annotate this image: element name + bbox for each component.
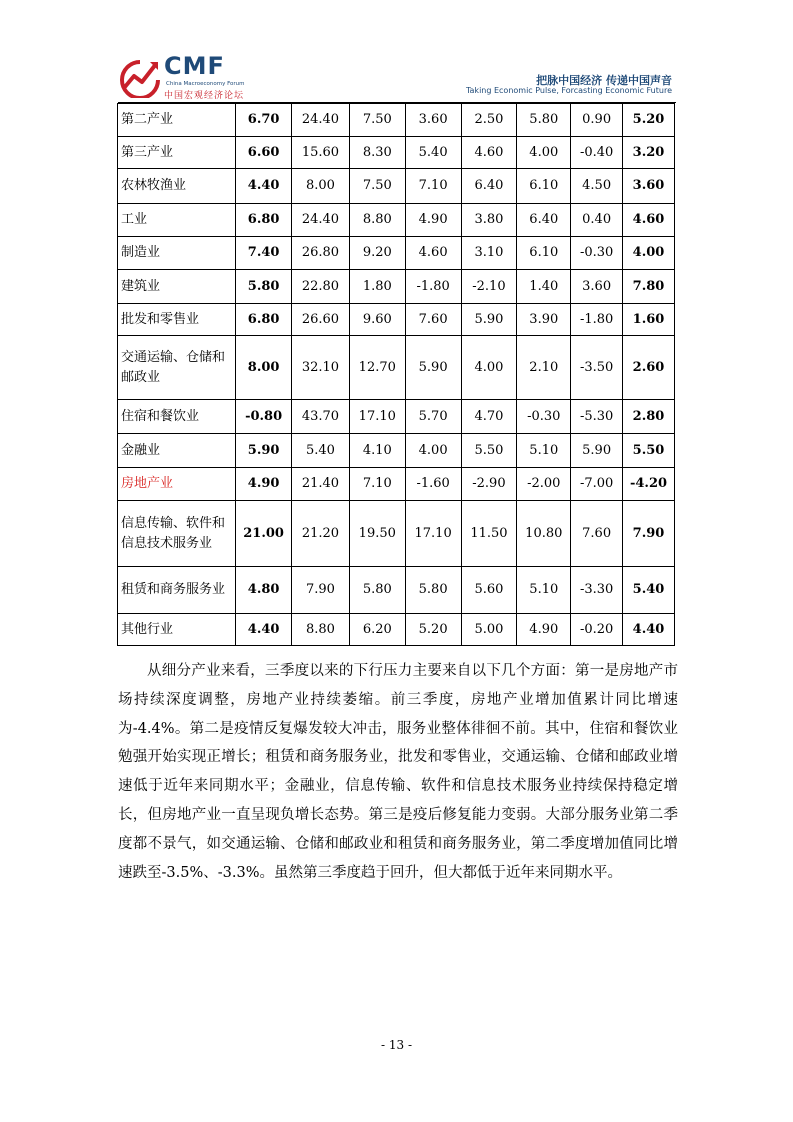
table-cell: 5.80 <box>349 567 405 614</box>
table-cell: 21.20 <box>292 501 350 567</box>
table-cell: -0.80 <box>236 400 292 434</box>
table-row <box>118 400 675 434</box>
row-label: 工业 <box>118 204 236 237</box>
table-cell: 4.60 <box>461 137 517 169</box>
table-cell: -5.30 <box>571 400 623 434</box>
table-cell: 26.60 <box>292 304 350 336</box>
table-cell: 8.30 <box>349 137 405 169</box>
table-cell: 5.80 <box>405 567 461 614</box>
table-cell: 17.10 <box>405 501 461 567</box>
table-cell: 7.60 <box>571 501 623 567</box>
table-cell: 4.90 <box>405 204 461 237</box>
table-cell: -1.80 <box>405 270 461 304</box>
table-row <box>118 104 675 137</box>
table-cell: 43.70 <box>292 400 350 434</box>
table-cell: 7.50 <box>349 104 405 137</box>
table-cell: 5.40 <box>623 567 675 614</box>
table-row <box>118 237 675 270</box>
table-cell: 5.90 <box>571 434 623 468</box>
table-cell: 24.40 <box>292 104 350 137</box>
table-cell: 5.90 <box>236 434 292 468</box>
table-cell: 3.20 <box>623 137 675 169</box>
table-cell: -2.90 <box>461 468 517 501</box>
table-cell: 4.70 <box>461 400 517 434</box>
page-header <box>118 52 676 104</box>
table-cell: 8.00 <box>236 336 292 400</box>
table-row <box>118 304 675 336</box>
row-label: 农林牧渔业 <box>118 169 236 204</box>
row-label: 金融业 <box>118 434 236 468</box>
table-cell: -1.60 <box>405 468 461 501</box>
table-cell: 5.00 <box>461 614 517 646</box>
table-cell: 4.40 <box>236 169 292 204</box>
table-cell: 26.80 <box>292 237 350 270</box>
table-cell: 6.60 <box>236 137 292 169</box>
table-cell: -4.20 <box>623 468 675 501</box>
table-cell: 7.10 <box>405 169 461 204</box>
table-cell: 4.00 <box>623 237 675 270</box>
row-label: 第三产业 <box>118 137 236 169</box>
table-cell: 3.80 <box>461 204 517 237</box>
table-cell: 1.40 <box>517 270 571 304</box>
row-label: 其他行业 <box>118 614 236 646</box>
table-cell: 5.40 <box>292 434 350 468</box>
table-cell: 4.90 <box>517 614 571 646</box>
table-cell: 3.10 <box>461 237 517 270</box>
row-label: 住宿和餐饮业 <box>118 400 236 434</box>
table-cell: 4.00 <box>517 137 571 169</box>
table-cell: 4.40 <box>623 614 675 646</box>
table-row <box>118 336 675 400</box>
table-cell: 19.50 <box>349 501 405 567</box>
table-cell: 10.80 <box>517 501 571 567</box>
table-cell: 5.80 <box>517 104 571 137</box>
table-cell: 5.20 <box>405 614 461 646</box>
table-cell: 5.10 <box>517 567 571 614</box>
table-cell: 2.10 <box>517 336 571 400</box>
table-cell: -0.20 <box>571 614 623 646</box>
table-cell: 0.90 <box>571 104 623 137</box>
industry-growth-table <box>117 103 675 646</box>
table-cell: -0.30 <box>517 400 571 434</box>
row-label: 房地产业 <box>118 468 236 501</box>
table-cell: 0.40 <box>571 204 623 237</box>
table-cell: 17.10 <box>349 400 405 434</box>
table-cell: 4.90 <box>236 468 292 501</box>
table-cell: -0.40 <box>571 137 623 169</box>
table-cell: 5.80 <box>236 270 292 304</box>
table-cell: 5.70 <box>405 400 461 434</box>
row-label: 建筑业 <box>118 270 236 304</box>
tagline-chinese: 把脉中国经济 传递中国声音 <box>536 74 672 87</box>
row-label: 第二产业 <box>118 104 236 137</box>
table-cell: 1.80 <box>349 270 405 304</box>
row-label: 制造业 <box>118 237 236 270</box>
row-label: 交通运输、仓储和邮政业 <box>118 336 236 400</box>
table-cell: 9.60 <box>349 304 405 336</box>
logo-english-name: China Macroeconomy Forum <box>166 81 245 87</box>
table-cell: 4.00 <box>405 434 461 468</box>
table-cell: -3.50 <box>571 336 623 400</box>
table-cell: 8.80 <box>292 614 350 646</box>
table-cell: 7.90 <box>623 501 675 567</box>
table-cell: 5.50 <box>461 434 517 468</box>
table-cell: 4.10 <box>349 434 405 468</box>
table-cell: 6.40 <box>517 204 571 237</box>
table-cell: 4.60 <box>623 204 675 237</box>
table-row <box>118 270 675 304</box>
table-cell: 4.40 <box>236 614 292 646</box>
table-cell: 5.20 <box>623 104 675 137</box>
cmf-logo-icon <box>118 58 162 98</box>
table-row <box>118 501 675 567</box>
table-cell: 7.90 <box>292 567 350 614</box>
table-cell: 8.80 <box>349 204 405 237</box>
table-cell: -2.00 <box>517 468 571 501</box>
table-cell: 21.40 <box>292 468 350 501</box>
row-label: 租赁和商务服务业 <box>118 567 236 614</box>
table-cell: 7.40 <box>236 237 292 270</box>
paragraph-text: 从细分产业来看，三季度以来的下行压力主要来自以下几个方面：第一是房地产市场持续深度调整，房地产业持续萎缩。前三季度，房地产业增加值累计同比增速为-4.4%。第二是疫情反复爆发较大冲击，服务业整体徘徊不前。其中，住宿和餐饮业勉强开始实现正增长；租赁和商务服务业，批发和零售业，交通运输、仓储和邮政业增速低于近年来同期水平；金融业，信息传输、软件和信息技术服务业持续保持稳定增长，但房地产业一直呈现负增长态势。第三是疫后修复能力变弱。大部分服务业第二季度都不景气，如交通运输、仓储和邮政业和租赁和商务服务业，第二季度增加值同比增速跌至-3.5%、-3.3%。虽然第三季度趋于回升，但大都低于近年来同期水平。 <box>118 663 678 881</box>
table-cell: 6.70 <box>236 104 292 137</box>
analysis-paragraph <box>118 657 678 887</box>
table-cell: 3.60 <box>571 270 623 304</box>
table-cell: 6.20 <box>349 614 405 646</box>
logo-chinese-name: 中国宏观经济论坛 <box>164 91 245 101</box>
table-cell: 3.90 <box>517 304 571 336</box>
table-cell: 5.50 <box>623 434 675 468</box>
table-cell: 6.80 <box>236 304 292 336</box>
table-row <box>118 434 675 468</box>
table-cell: 3.60 <box>405 104 461 137</box>
table-cell: 4.60 <box>405 237 461 270</box>
table-cell: 15.60 <box>292 137 350 169</box>
table-cell: 4.00 <box>461 336 517 400</box>
table-cell: -0.30 <box>571 237 623 270</box>
table-row <box>118 468 675 501</box>
table-cell: 5.90 <box>405 336 461 400</box>
table-cell: 5.10 <box>517 434 571 468</box>
table-row <box>118 169 675 204</box>
table-cell: 12.70 <box>349 336 405 400</box>
table-cell: 5.90 <box>461 304 517 336</box>
table-row <box>118 614 675 646</box>
table-cell: 2.80 <box>623 400 675 434</box>
table-cell: -3.30 <box>571 567 623 614</box>
table-row <box>118 137 675 169</box>
table-cell: -1.80 <box>571 304 623 336</box>
table-cell: 6.10 <box>517 237 571 270</box>
table-cell: -2.10 <box>461 270 517 304</box>
table-cell: 7.60 <box>405 304 461 336</box>
table-cell: 6.10 <box>517 169 571 204</box>
table-cell: 2.50 <box>461 104 517 137</box>
table-cell: 5.60 <box>461 567 517 614</box>
table-cell: 5.40 <box>405 137 461 169</box>
table-row <box>118 567 675 614</box>
table-cell: 4.80 <box>236 567 292 614</box>
table-cell: 6.80 <box>236 204 292 237</box>
table-cell: 11.50 <box>461 501 517 567</box>
table-cell: 9.20 <box>349 237 405 270</box>
logo-wordmark: CMF <box>164 52 225 80</box>
table-cell: 6.40 <box>461 169 517 204</box>
row-label: 信息传输、软件和信息技术服务业 <box>118 501 236 567</box>
table-cell: 1.60 <box>623 304 675 336</box>
table-cell: 3.60 <box>623 169 675 204</box>
table-cell: 24.40 <box>292 204 350 237</box>
table-row <box>118 204 675 237</box>
table-cell: 7.50 <box>349 169 405 204</box>
table-cell: 21.00 <box>236 501 292 567</box>
table-cell: 4.50 <box>571 169 623 204</box>
table-cell: -7.00 <box>571 468 623 501</box>
table-cell: 7.10 <box>349 468 405 501</box>
tagline-english: Taking Economic Pulse, Forcasting Economic Future <box>465 86 672 95</box>
table-cell: 2.60 <box>623 336 675 400</box>
table-cell: 8.00 <box>292 169 350 204</box>
table-cell: 7.80 <box>623 270 675 304</box>
cmf-logo <box>118 52 278 102</box>
table-cell: 22.80 <box>292 270 350 304</box>
row-label: 批发和零售业 <box>118 304 236 336</box>
page-number: - 13 - <box>380 1038 412 1052</box>
table-cell: 32.10 <box>292 336 350 400</box>
